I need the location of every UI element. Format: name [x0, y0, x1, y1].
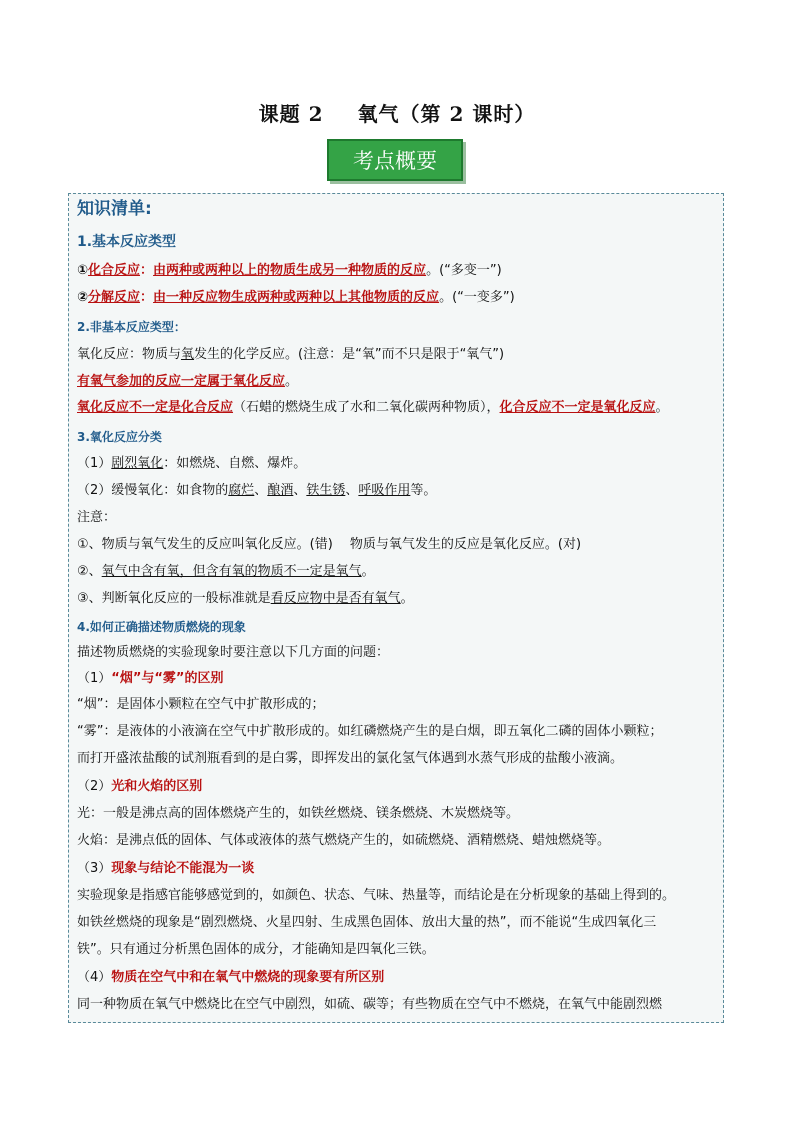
s3-line-1: （1）剧烈氧化：如燃烧、自燃、爆炸。 [77, 456, 307, 471]
lesson-topic: 氧气（第 2 课时） [357, 102, 536, 126]
s4-1-line-b: “雾”：是液体的小液滴在空气中扩散形成的。如红磷燃烧产生的是白烟，即五氧化二磷的固体小颗粒； [77, 724, 663, 739]
s4-3-line-a: 实验现象是指感官能够感觉到的，如颜色、状态、气味、热量等，而结论是在分析现象的基础上得到的。 [77, 888, 676, 903]
s4-4-title: （4）物质在空气中和在氧气中燃烧的现象要有所区别 [77, 970, 385, 985]
section-4-title: 4.如何正确描述物质燃烧的现象 [77, 620, 246, 634]
note-2: ②、氧气中含有氧，但含有氧的物质不一定是氧气。 [77, 564, 375, 579]
lesson-number: 课题 2 [258, 102, 324, 126]
section-1-title: 1.基本反应类型 [77, 234, 177, 250]
s4-intro: 描述物质燃烧的实验现象时要注意以下几方面的问题： [77, 645, 390, 660]
section-3-title: 3.氧化反应分类 [77, 430, 162, 444]
s4-1-title: （1）“烟”与“雾”的区别 [77, 671, 224, 686]
s2-line-2: 有氧气参加的反应一定属于氧化反应。 [77, 374, 299, 389]
note-3: ③、判断氧化反应的一般标准就是看反应物中是否有氧气。 [77, 591, 414, 606]
s2-line-3: 氧化反应不一定是化合反应（石蜡的燃烧生成了水和二氧化碳两种物质），化合反应不一定是氧化反应。 [77, 400, 669, 415]
s4-3-line-c: 铁”。只有通过分析黑色固体的成分，才能确知是四氧化三铁。 [77, 942, 435, 957]
s4-4-line-a: 同一种物质在氧气中燃烧比在空气中剧烈，如硫、碳等；有些物质在空气中不燃烧，在氧气中能剧烈燃 [77, 997, 663, 1012]
s4-2-line-b: 火焰：是沸点低的固体、气体或液体的蒸气燃烧产生的，如硫燃烧、酒精燃烧、蜡烛燃烧等。 [77, 833, 611, 848]
note-label: 注意： [77, 510, 117, 525]
s1-line-2: ②分解反应：由一种反应物生成两种或两种以上其他物质的反应。(“一变多”) [77, 290, 515, 305]
section-badge: 考点概要 [327, 139, 463, 181]
s4-3-line-b: 如铁丝燃烧的现象是“剧烈燃烧、火星四射、生成黑色固体、放出大量的热”，而不能说“生成四氧化三 [77, 915, 657, 930]
section-2-title: 2.非基本反应类型： [77, 320, 186, 334]
box-heading: 知识清单: [77, 199, 152, 219]
page-title [0, 98, 794, 127]
knowledge-box [68, 193, 724, 1023]
s4-1-line-c: 而打开盛浓盐酸的试剂瓶看到的是白雾，即挥发出的氯化氢气体遇到水蒸气形成的盐酸小液滴。 [77, 751, 624, 766]
s4-3-title: （3）现象与结论不能混为一谈 [77, 861, 255, 876]
s4-1-line-a: “烟”：是固体小颗粒在空气中扩散形成的； [77, 697, 325, 712]
s2-line-1: 氧化反应：物质与氧发生的化学反应。(注意：是“氧”而不只是限于“氧气”) [77, 347, 505, 362]
s4-2-title: （2）光和火焰的区别 [77, 779, 203, 794]
note-1: ①、物质与氧气发生的反应叫氧化反应。(错) 物质与氧气发生的反应是氧化反应。(对) [77, 537, 582, 552]
s1-line-1: ①化合反应：由两种或两种以上的物质生成另一种物质的反应。(“多变一”) [77, 263, 502, 278]
s3-line-2: （2）缓慢氧化：如食物的腐烂、酿酒、铁生锈、呼吸作用等。 [77, 483, 437, 498]
s4-2-line-a: 光：一般是沸点高的固体燃烧产生的，如铁丝燃烧、镁条燃烧、木炭燃烧等。 [77, 806, 520, 821]
